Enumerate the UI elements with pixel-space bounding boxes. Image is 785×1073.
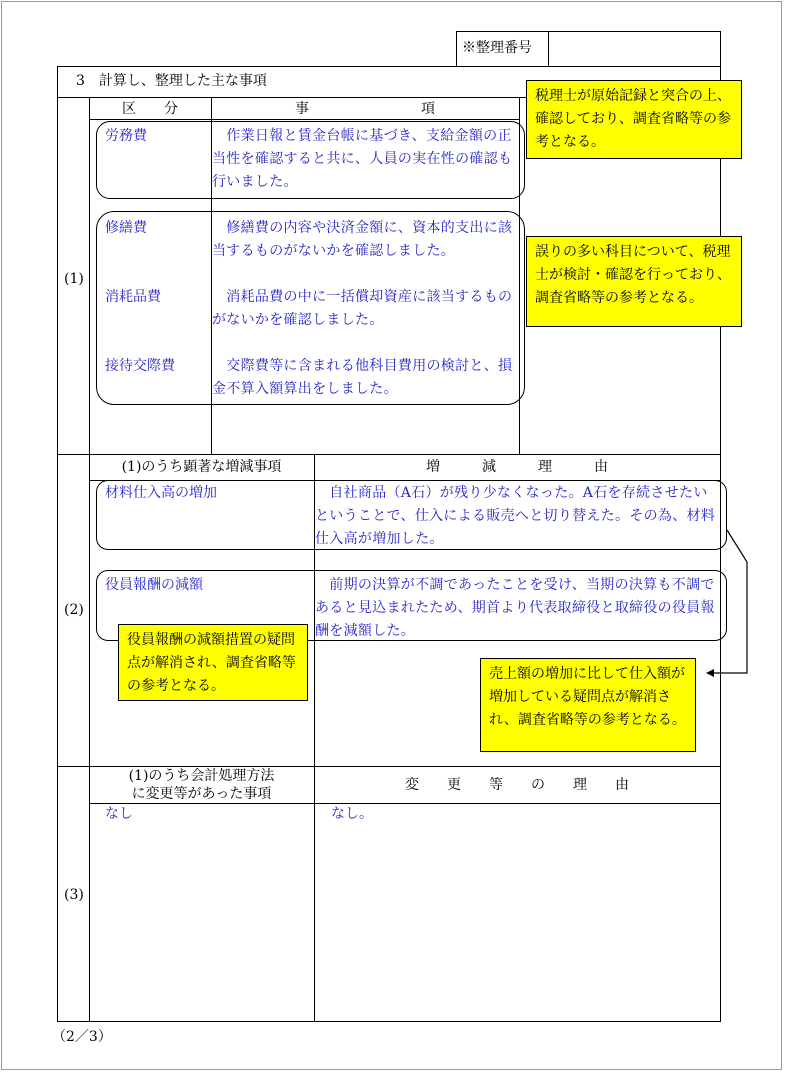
- part2-matter-officer-pay: 役員報酬の減額: [105, 577, 203, 593]
- part1-label: (1): [64, 271, 84, 287]
- part2-reason-materials: 自社商品（A石）が残り少なくなった。A石を存続させたいということで、仕入による販売へと切り替えた。その為、材料仕入高が増加した。: [315, 485, 716, 547]
- ref-number-label: ※整理番号: [462, 40, 532, 56]
- part1-col-category: 区 分: [122, 101, 178, 117]
- note-purchase-increase: 売上額の増加に比して仕入額が増加している疑問点が解消され、調査省略等の参考となる。: [480, 658, 696, 752]
- part1-highlight-labor: [96, 121, 525, 199]
- part2-highlight-materials: [96, 480, 727, 550]
- table-top: [57, 66, 721, 67]
- label-column-line: [89, 97, 90, 1022]
- table-left: [57, 66, 58, 1022]
- part1-bottom: [57, 454, 721, 455]
- part3-reason: なし。: [331, 806, 373, 822]
- part1-category-labor: 労務費: [105, 128, 147, 144]
- part3-header-bottom: [89, 803, 721, 804]
- part1-col-matter: 事 項: [295, 101, 435, 117]
- note-original-records: 税理士が原始記録と突合の上、確認しており、調査省略等の参考となる。: [526, 80, 742, 159]
- part3-col-reason: 変 更 等 の 理 由: [405, 777, 629, 793]
- part1-text-repair: 修繕費の内容や決済金額に、資本的支出に該当するものがないかを確認しました。: [212, 220, 513, 259]
- note-officer-pay: 役員報酬の減額措置の疑問点が解消され、調査省略等の参考となる。: [118, 624, 308, 701]
- ref-box-top: [456, 31, 720, 32]
- part2-label: (2): [64, 602, 84, 618]
- section-title: 3 計算し、整理した主な事項: [76, 73, 267, 89]
- ref-box-divider: [548, 31, 549, 66]
- note-error-prone-accounts: 誤りの多い科目について、税理士が検討・確認を行っており、調査省略等の参考となる。: [526, 236, 742, 327]
- part1-category-supplies: 消耗品費: [105, 289, 161, 305]
- table-bottom: [57, 1021, 721, 1022]
- part2-reason-officer-pay: 前期の決算が不調であったことを受け、当期の決算も不調であると見込まれたため、期首より代表取締役と取締役の役員報酬を減額した。: [315, 577, 715, 639]
- part2-matter-materials: 材料仕入高の増加: [105, 485, 217, 501]
- part1-text-entertainment: 交際費等に含まれる他科目費用の検討と、損金不算入額算出をしました。: [212, 358, 513, 397]
- part3-matter: なし: [105, 806, 133, 822]
- part2-col-reason: 増 減 理 由: [426, 459, 608, 475]
- part1-highlight-expenses: [96, 211, 525, 405]
- part1-text-labor: 作業日報と賃金台帳に基づき、支給金額の正当性を確認すると共に、人員の実在性の確認も行いました。: [212, 128, 513, 190]
- part1-category-repair: 修繕費: [105, 220, 147, 236]
- part1-text-supplies: 消耗品費の中に一括償却資産に該当するものがないかを確認しました。: [212, 289, 513, 328]
- part2-col-matter: (1)のうち顕著な増減事項: [121, 459, 282, 475]
- page-number: （2／3）: [52, 1029, 112, 1045]
- part3-label: (3): [64, 887, 84, 903]
- part3-col-matter-line1: (1)のうち会計処理方法: [128, 768, 275, 784]
- part1-category-entertainment: 接待交際費: [105, 358, 175, 374]
- part3-col-matter-line2: に変更等があった事項: [131, 786, 272, 802]
- part1-header-bottom: [89, 119, 519, 120]
- ref-box-left: [456, 31, 457, 66]
